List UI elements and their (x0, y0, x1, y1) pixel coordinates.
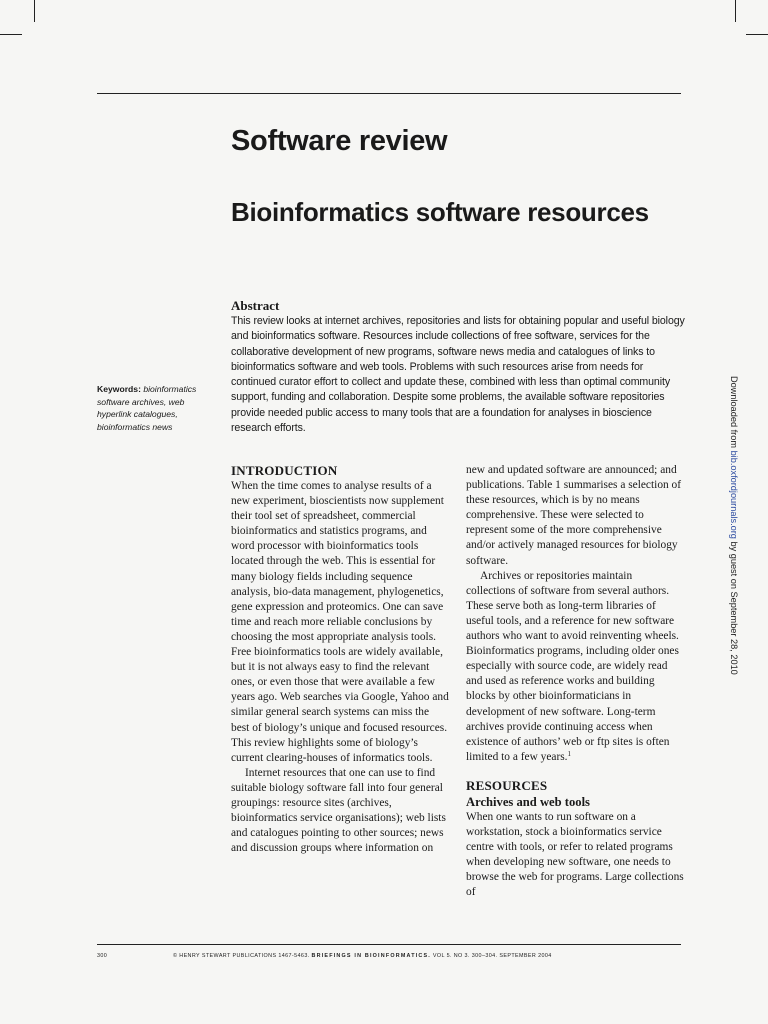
page-number: 300 (97, 953, 108, 959)
crop-mark (0, 34, 22, 35)
right-paragraph-3: When one wants to run software on a workstation, stock a bioinformatics service centre with tools, or refer to related programs when developing new software, one needs to browse the web for programs. Large collections of (466, 810, 684, 899)
intro-paragraph-1: When the time comes to analyse results of a new experiment, bioscientists now supplement their tool set of spreadsheet, commercial bioinformatics and statistics programs, and word processor with bioinformatics tools located through the web. This is essential for many biology fields including sequence analysis, bio-data management, phylogenetics, gene expression and proteomics. One can save time and reach more reliable conclusions by choosing the most appropriate analysis tools. Free bioinformatics tools are widely available, but it is not always easy to find the relevant ones, or even those that were available a few years ago. Web searches via Google, Yahoo and similar general search systems can miss the best of biology’s unique and focused resources. This review highlights some of biology’s current clearing-houses of informatics tools. (231, 480, 449, 764)
download-note-suffix: by guest on September 28, 2010 (729, 538, 739, 675)
journal-link[interactable]: bib.oxfordjournals.org (729, 450, 739, 539)
introduction-heading: INTRODUCTION (231, 463, 338, 478)
download-note (729, 376, 739, 675)
footer-issue: VOL 5. NO 3. 300–304. SEPTEMBER 2004 (432, 953, 552, 959)
right-paragraph-2-text: Archives or repositories maintain collections of software from several authors. These serve both as long-term libraries of useful tools, and a reference for new software authors who want to avoid reinventing wheels. Bioinformatics programs, including older ones especially with source code, are widely read and used as reference works and building blocks by other bioinformaticians in development of new software. Long-term archives provide continuing access when existence of authors’ web or ftp sites is often limited to a few years. (466, 569, 679, 763)
keywords-label: Keywords: (97, 384, 141, 394)
abstract-text: This review looks at internet archives, repositories and lists for obtaining popular and useful biology and bioinformatics software. Resources include collections of free software, services for the collaborative development of new programs, software news media and catalogues of links to bioinformatics software and web tools. Problems with such resources arise from needs for continued curator effort to collect and update these, combined with less than optimal community support, funding and collaboration. Despite some problems, the available software repositories provide needed public access to many tools that are a foundation for analyses in bioscience research efforts. (231, 315, 685, 435)
section-label: Software review (231, 125, 448, 157)
intro-paragraph-2: Internet resources that one can use to find suitable biology software fall into four general groupings: resource sites (archives, bioinformatics service organisations); web lists and catalogues pointing to other sources; news and discussion groups where information on (231, 766, 446, 855)
download-note-prefix: Downloaded from (729, 376, 739, 451)
crop-mark (34, 0, 35, 22)
left-column (231, 463, 449, 856)
keywords (97, 383, 209, 433)
footer-publisher: © HENRY STEWART PUBLICATIONS 1467-5463. (173, 953, 310, 959)
footnote-marker: 1 (567, 749, 572, 758)
abstract-heading: Abstract (231, 298, 280, 313)
bottom-rule (97, 944, 681, 945)
resources-heading: RESOURCES (466, 777, 548, 793)
article-title: Bioinformatics software resources (231, 197, 649, 227)
keywords-terms: bioinformatics software archives, web hyperlink catalogues, bioinformatics news (97, 384, 197, 432)
footer-journal: BRIEFINGS IN BIOINFORMATICS. (311, 953, 431, 959)
footer-credit (173, 953, 552, 959)
right-paragraph-2 (466, 569, 684, 765)
crop-mark (735, 0, 736, 22)
archives-heading: Archives and web tools (466, 794, 590, 809)
crop-mark (746, 34, 768, 35)
right-column (466, 463, 684, 900)
right-paragraph-1: new and updated software are announced; and publications. Table 1 summarises a selection of these resources, which is by no means comprehensive. These were selected to represent some of the more comprehensive and/or actively managed resources for biology software. (466, 464, 682, 567)
top-rule (97, 93, 681, 94)
